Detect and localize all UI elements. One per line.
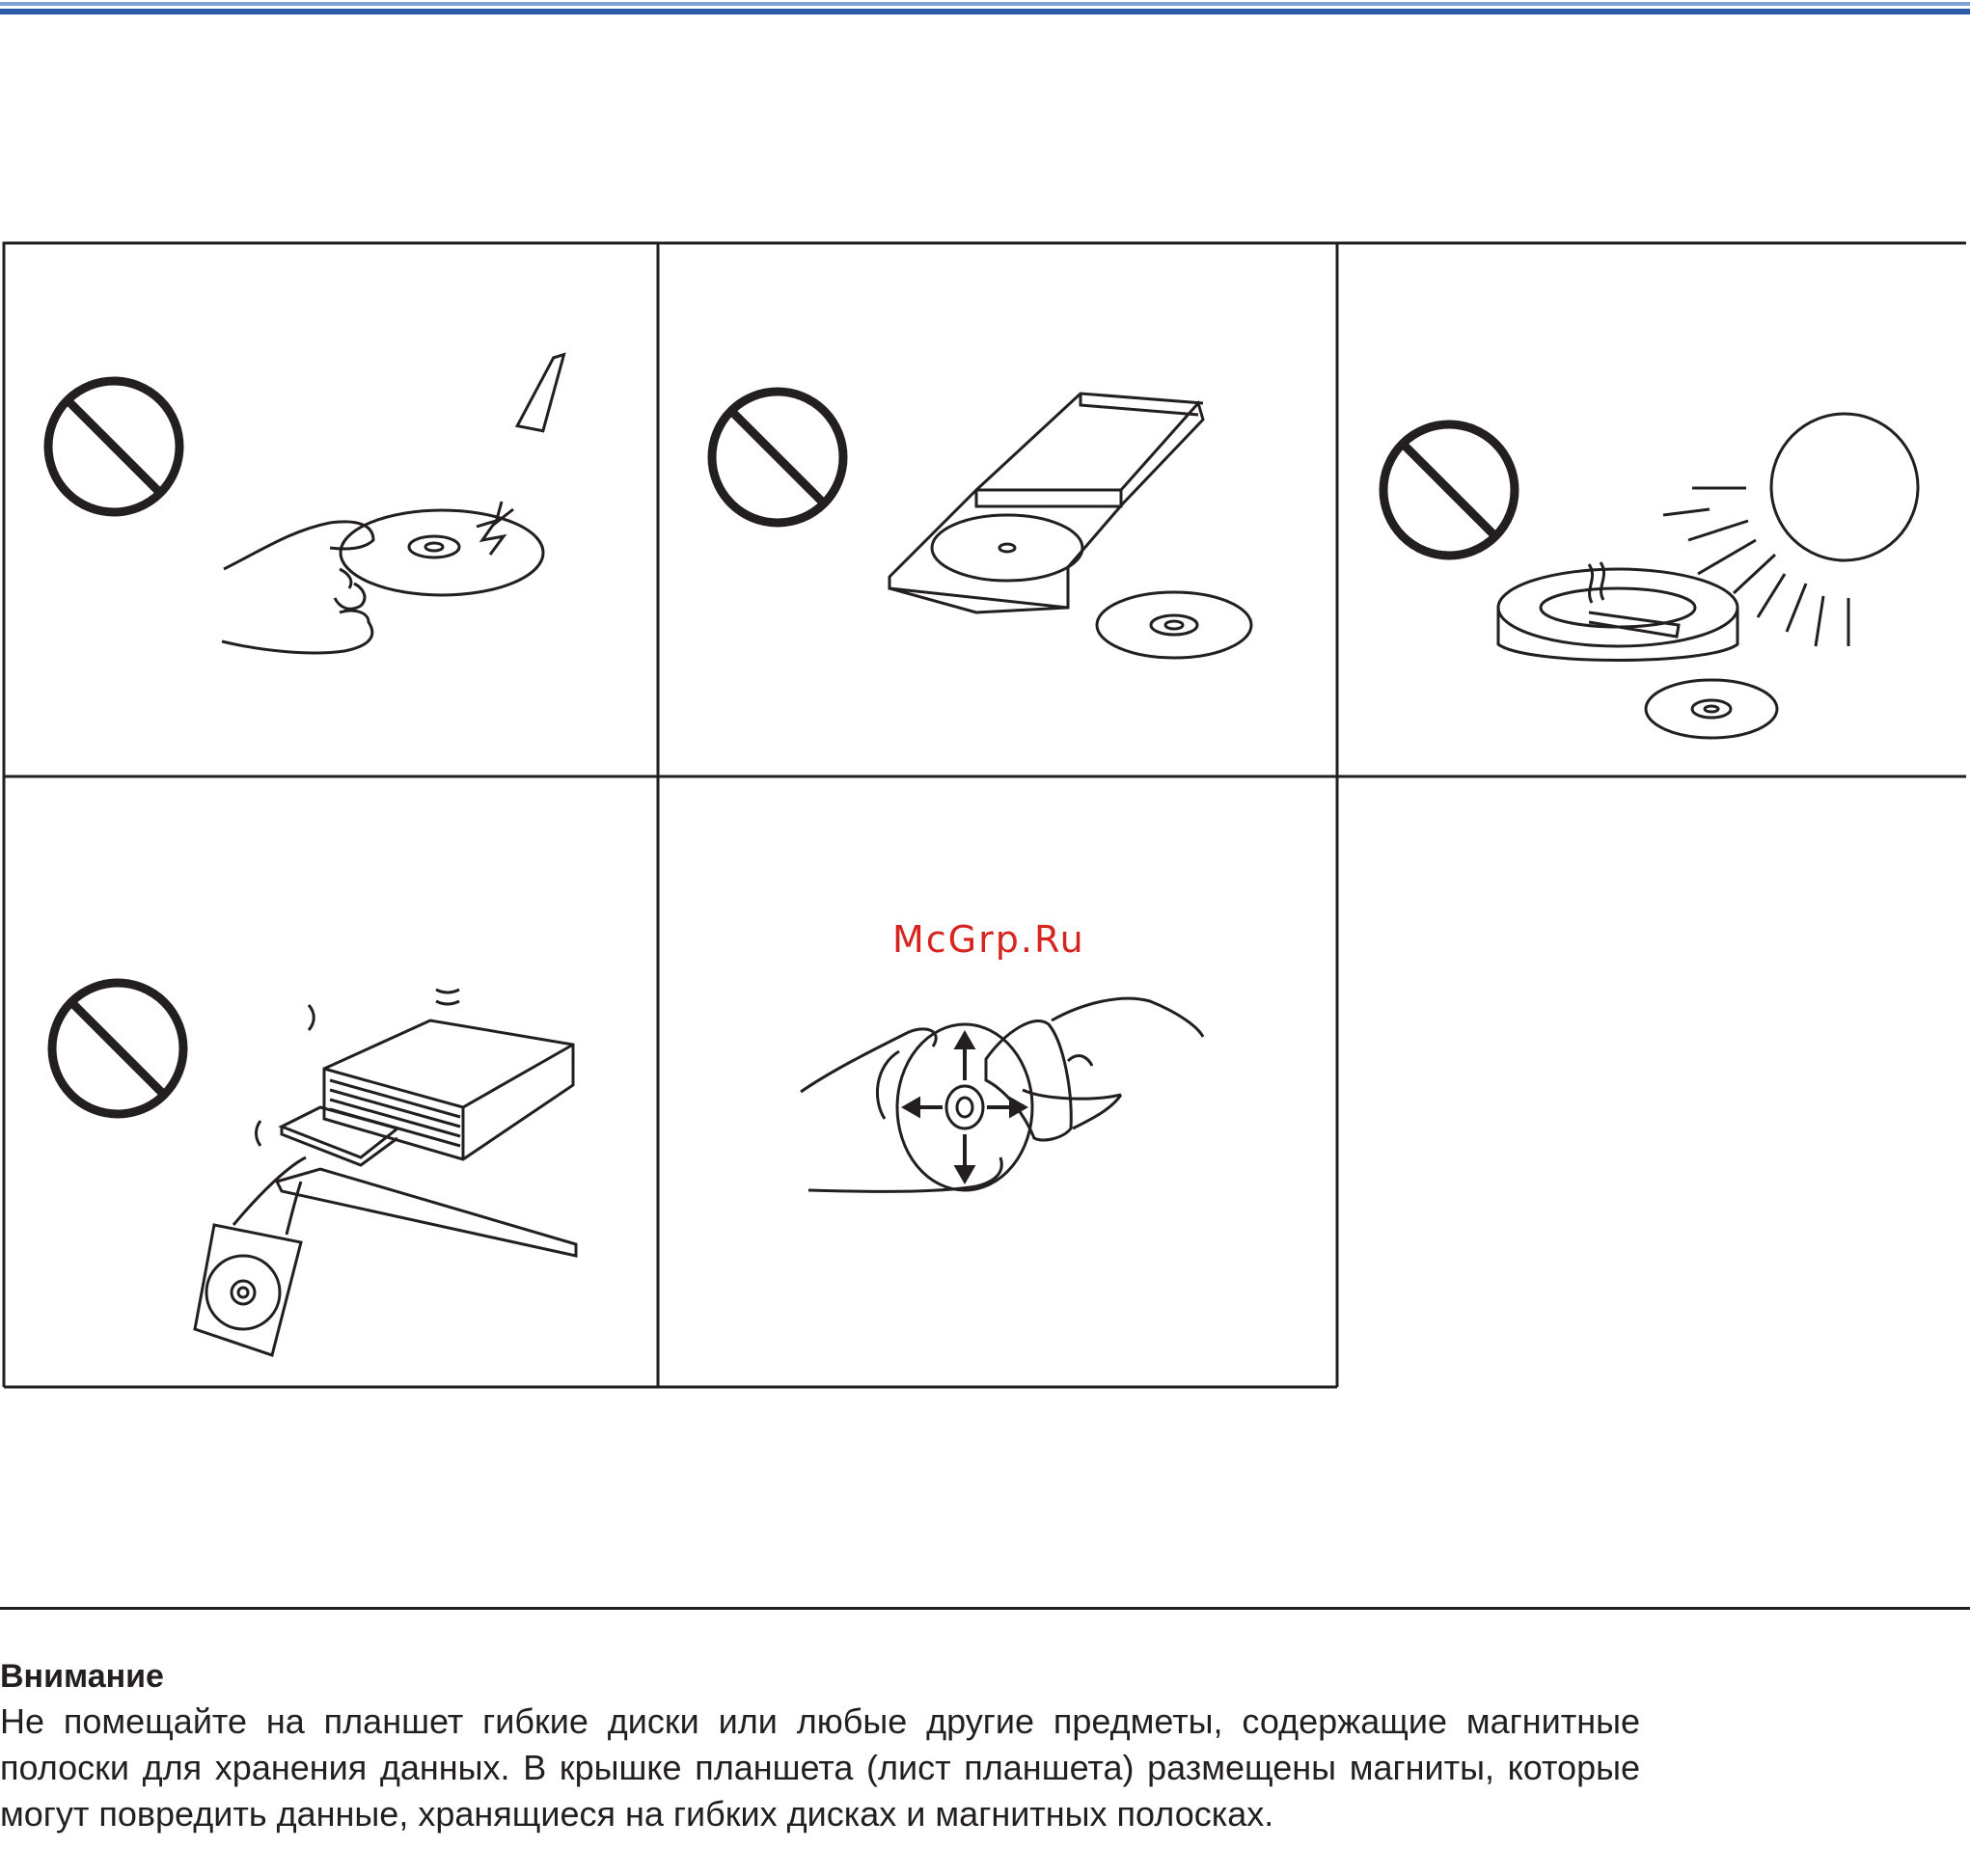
illustration-grid xyxy=(2,241,1968,1389)
outward-arrows-icon xyxy=(905,1034,1025,1181)
prohibited-icon xyxy=(1383,424,1515,556)
disc-icon xyxy=(1646,680,1777,738)
notice-body: Не помещайте на планшет гибкие диски или любые другие предметы, содержащие магнитные полоски для хранения данных. В крышке планшета (лист планшета) размещены магниты, которые могут повредить данные, хранящиеся на гибких дисках и магнитных полосках. xyxy=(0,1701,1640,1834)
prohibited-icon xyxy=(52,983,183,1114)
section-divider xyxy=(0,1607,1970,1610)
prohibited-icon xyxy=(712,392,843,523)
panel-heavy-object xyxy=(52,983,576,1355)
panel-disc-tray xyxy=(712,392,1251,658)
disc-case-icon xyxy=(195,1157,306,1355)
ashtray-icon xyxy=(1498,562,1737,661)
watermark: McGrp.Ru xyxy=(892,918,1085,961)
disc-drive-tray-icon xyxy=(889,394,1203,612)
table-edge-icon xyxy=(277,1169,576,1256)
notice-title: Внимание xyxy=(0,1658,164,1695)
sun-icon xyxy=(1663,414,1918,646)
prohibited-icon xyxy=(48,381,179,512)
hand-holding-disc-icon xyxy=(222,510,543,653)
disc-icon xyxy=(1097,592,1251,658)
floppy-disk-icon xyxy=(257,1107,398,1165)
panel-heat-sources xyxy=(1383,414,1918,738)
caution-notice xyxy=(0,1654,1640,1837)
panel-write-on-disc xyxy=(48,351,579,653)
panel-clean-disc xyxy=(801,998,1203,1191)
cloth-and-hand-icon xyxy=(986,998,1203,1140)
pen-icon xyxy=(477,351,579,555)
header-rule xyxy=(0,0,1970,19)
book-icon xyxy=(309,990,573,1159)
